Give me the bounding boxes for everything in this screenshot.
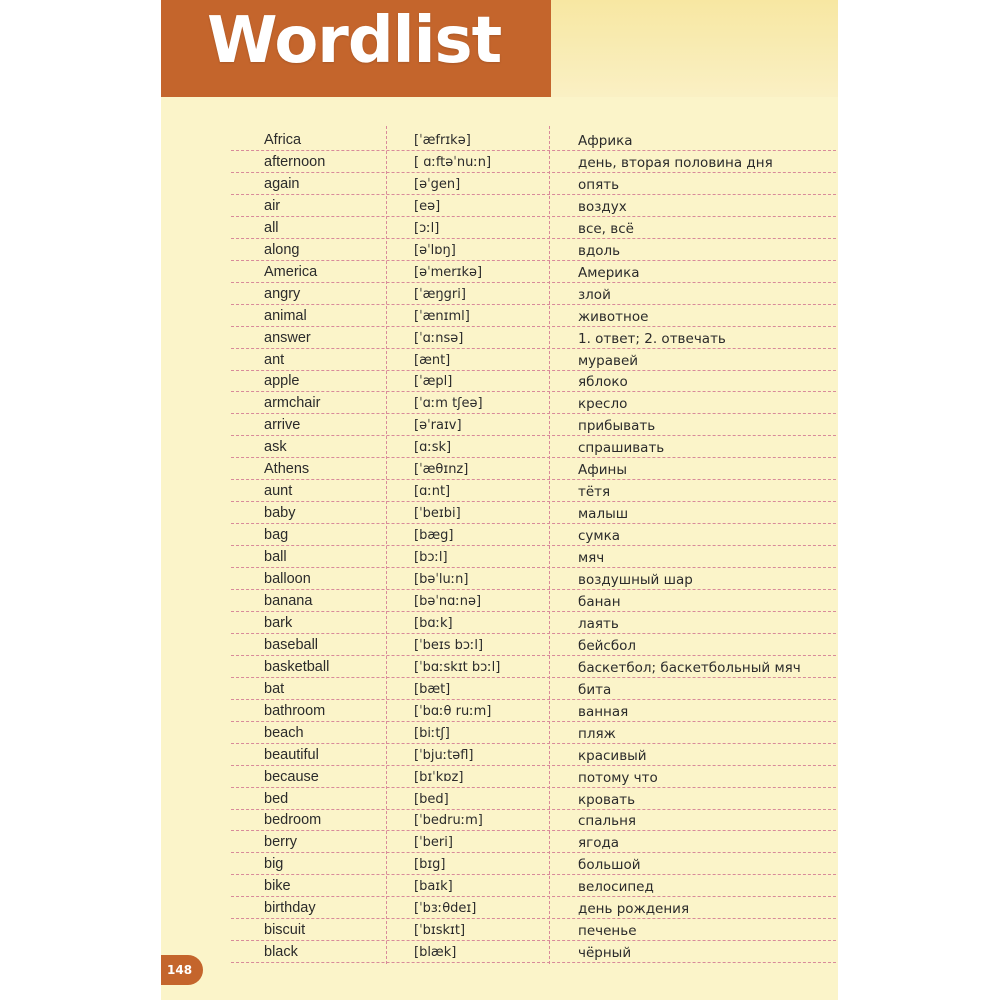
word-row bbox=[231, 546, 836, 568]
translation: Америка bbox=[578, 264, 640, 281]
english-word: bathroom bbox=[264, 702, 326, 719]
english-word: apple bbox=[264, 373, 300, 390]
word-row bbox=[231, 788, 836, 810]
transcription: [ɑːsk] bbox=[414, 440, 452, 456]
word-row bbox=[231, 700, 836, 722]
english-word: basketball bbox=[264, 658, 330, 675]
translation: опять bbox=[578, 176, 620, 193]
word-row bbox=[231, 656, 836, 678]
word-row bbox=[231, 853, 836, 875]
transcription: [ɔːl] bbox=[414, 220, 440, 236]
translation: тётя bbox=[578, 484, 611, 501]
transcription: [bɔːl] bbox=[414, 550, 448, 566]
word-row bbox=[231, 524, 836, 546]
translation: баскетбол; баскетбольный мяч bbox=[578, 659, 801, 676]
word-row bbox=[231, 261, 836, 283]
word-row bbox=[231, 744, 836, 766]
word-row bbox=[231, 151, 836, 173]
english-word: aunt bbox=[264, 483, 293, 500]
transcription: [ˈbeɪs bɔːl] bbox=[414, 637, 484, 653]
word-row bbox=[231, 217, 836, 239]
english-word: answer bbox=[264, 329, 311, 346]
transcription: [bəˈnɑːnə] bbox=[414, 593, 482, 609]
word-row bbox=[231, 392, 836, 414]
transcription: [blæk] bbox=[414, 945, 457, 961]
english-word: big bbox=[264, 856, 284, 873]
word-row bbox=[231, 590, 836, 612]
english-word: angry bbox=[264, 285, 301, 302]
english-word: baby bbox=[264, 505, 296, 522]
transcription: [ˈbɑːskɪt bɔːl] bbox=[414, 659, 501, 675]
transcription: [bæt] bbox=[414, 681, 451, 697]
wordlist-page bbox=[161, 0, 838, 1000]
transcription: [biːtʃ] bbox=[414, 725, 450, 741]
english-word: bed bbox=[264, 790, 289, 807]
translation: пляж bbox=[578, 725, 616, 742]
english-word: armchair bbox=[264, 395, 321, 412]
translation: животное bbox=[578, 308, 649, 325]
transcription: [baɪk] bbox=[414, 879, 453, 895]
english-word: Africa bbox=[264, 132, 302, 148]
translation: день рождения bbox=[578, 901, 690, 918]
word-row bbox=[231, 941, 836, 963]
translation: бита bbox=[578, 681, 612, 698]
translation: банан bbox=[578, 593, 621, 610]
word-row bbox=[231, 173, 836, 195]
transcription: [ˈbeɪbi] bbox=[414, 506, 461, 522]
translation: яблоко bbox=[578, 374, 628, 391]
transcription: [ɑːnt] bbox=[414, 484, 451, 500]
transcription: [ˈæθɪnz] bbox=[414, 462, 469, 478]
english-word: beach bbox=[264, 724, 304, 741]
english-word: again bbox=[264, 175, 300, 192]
word-row bbox=[231, 327, 836, 349]
word-row bbox=[231, 766, 836, 788]
translation: велосипед bbox=[578, 879, 654, 896]
translation: 1. ответ; 2. отвечать bbox=[578, 330, 726, 347]
english-word: bag bbox=[264, 527, 289, 544]
word-row bbox=[231, 414, 836, 436]
word-row bbox=[231, 283, 836, 305]
english-word: baseball bbox=[264, 636, 319, 653]
transcription: [ˈæfrɪkə] bbox=[414, 133, 471, 148]
translation: ягода bbox=[578, 835, 620, 852]
translation: малыш bbox=[578, 506, 629, 523]
translation: Африка bbox=[578, 133, 633, 149]
english-word: ask bbox=[264, 439, 287, 456]
transcription: [bæg] bbox=[414, 528, 454, 544]
translation: большой bbox=[578, 857, 641, 874]
english-word: banana bbox=[264, 592, 313, 609]
transcription: [ˈbɑːθ ruːm] bbox=[414, 703, 492, 719]
translation: злой bbox=[578, 286, 611, 303]
english-word: along bbox=[264, 241, 300, 258]
word-row bbox=[231, 239, 836, 261]
translation: спальня bbox=[578, 813, 637, 830]
translation: печенье bbox=[578, 923, 637, 940]
transcription: [eə] bbox=[414, 198, 441, 214]
english-word: animal bbox=[264, 307, 307, 324]
english-word: beautiful bbox=[264, 746, 319, 763]
english-word: bike bbox=[264, 878, 291, 895]
english-word: bedroom bbox=[264, 812, 322, 829]
transcription: [ ɑːftəˈnuːn] bbox=[414, 154, 492, 170]
transcription: [bɑːk] bbox=[414, 615, 453, 631]
english-word: bat bbox=[264, 680, 285, 697]
transcription: [bɪg] bbox=[414, 857, 446, 873]
transcription: [ˈbedruːm] bbox=[414, 813, 483, 829]
english-word: America bbox=[264, 263, 318, 280]
translation: вдоль bbox=[578, 242, 621, 259]
transcription: [bəˈluːn] bbox=[414, 572, 469, 587]
translation: муравей bbox=[578, 352, 639, 369]
english-word: bark bbox=[264, 614, 293, 631]
translation: кровать bbox=[578, 791, 636, 808]
transcription: [əˈgen] bbox=[414, 176, 461, 192]
translation: лаять bbox=[578, 615, 619, 632]
english-word: because bbox=[264, 768, 319, 785]
english-word: afternoon bbox=[264, 153, 326, 170]
word-row bbox=[231, 480, 836, 502]
word-row bbox=[231, 458, 836, 480]
english-word: berry bbox=[264, 834, 298, 851]
word-row bbox=[231, 568, 836, 590]
transcription: [əˈmerɪkə] bbox=[414, 264, 483, 280]
word-row bbox=[231, 195, 836, 217]
translation: воздушный шар bbox=[578, 572, 693, 588]
english-word: ball bbox=[264, 549, 287, 566]
transcription: [əˈlɒŋ] bbox=[414, 242, 456, 258]
translation: день, вторая половина дня bbox=[578, 154, 773, 171]
english-word: birthday bbox=[264, 900, 316, 917]
transcription: [ˈbɜːθdeɪ] bbox=[414, 901, 477, 917]
word-row bbox=[231, 722, 836, 744]
english-word: black bbox=[264, 944, 298, 961]
word-row bbox=[231, 502, 836, 524]
transcription: [ˈbjuːtəfl] bbox=[414, 747, 474, 763]
transcription: [ˈberi] bbox=[414, 835, 453, 851]
word-row bbox=[231, 919, 836, 941]
word-row bbox=[231, 678, 836, 700]
transcription: [ˈbɪskɪt] bbox=[414, 923, 466, 939]
page-number: 148 bbox=[161, 955, 203, 985]
translation: Афины bbox=[578, 462, 628, 479]
translation: бейсбол bbox=[578, 637, 637, 654]
english-word: biscuit bbox=[264, 922, 306, 939]
word-row bbox=[231, 634, 836, 656]
word-row bbox=[231, 436, 836, 458]
english-word: all bbox=[264, 219, 279, 236]
transcription: [əˈraɪv] bbox=[414, 418, 462, 434]
word-row bbox=[231, 349, 836, 371]
transcription: [ænt] bbox=[414, 352, 451, 368]
transcription: [ˈæpl] bbox=[414, 374, 453, 390]
translation: все, всё bbox=[578, 220, 634, 237]
english-word: balloon bbox=[264, 571, 311, 587]
transcription: [bɪˈkɒz] bbox=[414, 769, 464, 785]
word-row bbox=[231, 809, 836, 831]
word-row bbox=[231, 612, 836, 634]
english-word: arrive bbox=[264, 417, 301, 434]
translation: красивый bbox=[578, 747, 647, 764]
translation: кресло bbox=[578, 396, 628, 413]
translation: спрашивать bbox=[578, 440, 665, 457]
transcription: [ˈæŋgri] bbox=[414, 286, 466, 302]
translation: прибывать bbox=[578, 418, 656, 435]
translation: ванная bbox=[578, 703, 629, 720]
word-list bbox=[161, 0, 838, 1000]
transcription: [bed] bbox=[414, 791, 449, 807]
word-row bbox=[231, 831, 836, 853]
translation: сумка bbox=[578, 528, 621, 545]
word-row bbox=[231, 305, 836, 327]
word-row bbox=[231, 370, 836, 392]
transcription: [ˈænɪml] bbox=[414, 308, 470, 324]
translation: мяч bbox=[578, 550, 605, 567]
word-row bbox=[231, 875, 836, 897]
translation: потому что bbox=[578, 769, 658, 786]
translation: воздух bbox=[578, 198, 627, 215]
page-title: Wordlist bbox=[207, 4, 502, 78]
transcription: [ˈɑːnsə] bbox=[414, 330, 464, 346]
translation: чёрный bbox=[578, 945, 632, 962]
english-word: ant bbox=[264, 351, 285, 368]
english-word: Athens bbox=[264, 461, 310, 478]
english-word: air bbox=[264, 197, 281, 214]
word-row bbox=[231, 129, 836, 151]
word-row bbox=[231, 897, 836, 919]
transcription: [ˈɑːm tʃeə] bbox=[414, 396, 483, 412]
